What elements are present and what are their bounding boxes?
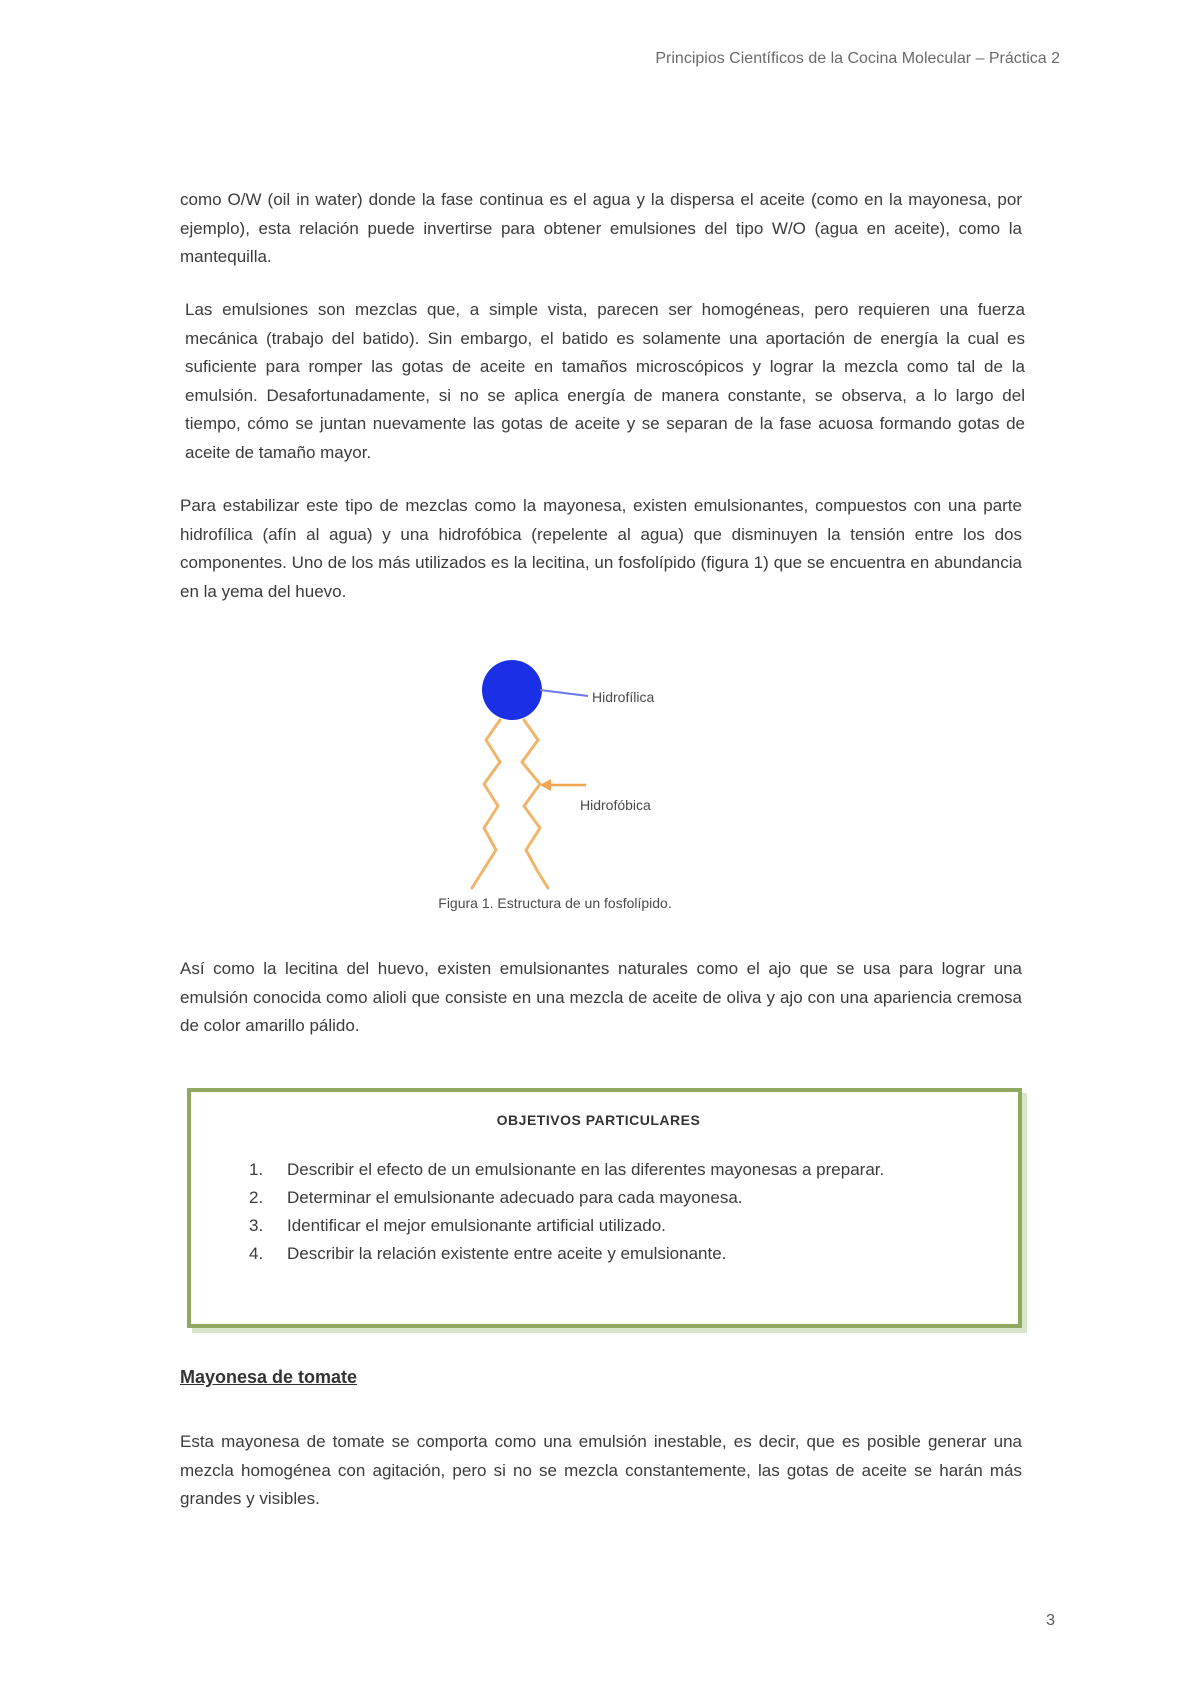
objective-number: 2. (249, 1188, 264, 1207)
body-paragraph: Así como la lecitina del huevo, existen emulsionantes naturales como el ajo que se usa para lograr una emulsión conocida como alioli que consiste en una mezcla de aceite de oliva y ajo con una apariencia cremosa de color amarillo pálido. (180, 959, 1022, 1035)
hydrophobic-tail-right (522, 720, 548, 888)
phospholipid-figure (400, 650, 720, 922)
page-number: 3 (1046, 1612, 1055, 1629)
hydrophobic-tail-left (472, 720, 500, 888)
objective-number: 1. (249, 1160, 264, 1179)
objective-number: 3. (249, 1216, 264, 1235)
running-header: Principios Científicos de la Cocina Molecular – Práctica 2 (655, 50, 1060, 67)
hydrophobic-label: Hidrofóbica (580, 797, 651, 813)
section-heading: Mayonesa de tomate (180, 1367, 358, 1387)
objective-text: Determinar el emulsionante adecuado para cada mayonesa. (287, 1188, 743, 1207)
objective-text: Identificar el mejor emulsionante artificial utilizado. (287, 1216, 666, 1235)
objective-item (249, 1156, 948, 1184)
objective-text: Describir la relación existente entre aceite y emulsionante. (287, 1244, 727, 1263)
body-paragraph: Para estabilizar este tipo de mezclas como la mayonesa, existen emulsionantes, compuestos con una parte hidrofílica (afín al agua) y una hidrofóbica (repelente al agua) que disminuyen la tensión entre los dos componentes. Uno de los más utilizados es la lecitina, un fosfolípido (figura 1) que se encuentra en abundancia en la yema del huevo. (180, 496, 1022, 601)
objective-item (249, 1240, 948, 1268)
figure-caption: Figura 1. Estructura de un fosfolípido. (438, 895, 672, 911)
body-paragraph: como O/W (oil in water) donde la fase continua es el agua y la dispersa el aceite (como en la mayonesa, por ejemplo), esta relación puede invertirse para obtener emulsiones del tipo W/O (agua en aceite), como la mantequilla. (180, 190, 1022, 266)
objective-item (249, 1184, 948, 1212)
hydrophilic-label: Hidrofílica (592, 689, 655, 705)
objectives-title: OBJETIVOS PARTICULARES (496, 1112, 701, 1128)
hydrophilic-head (482, 660, 542, 720)
objective-text: Describir el efecto de un emulsionante en las diferentes mayonesas a preparar. (287, 1160, 885, 1179)
body-paragraph: Esta mayonesa de tomate se comporta como una emulsión inestable, es decir, que es posible generar una mezcla homogénea con agitación, pero si no se mezcla constantemente, las gotas de aceite se harán más grandes y visibles. (180, 1432, 1022, 1508)
head-pointer-line (540, 690, 588, 696)
body-paragraph: Las emulsiones son mezclas que, a simple vista, parecen ser homogéneas, pero requieren una fuerza mecánica (trabajo del batido). Sin embargo, el batido es solamente una aportación de energía la cual es suficiente para romper las gotas de aceite en tamaños microscópicos y lograr la mezcla como tal de la emulsión. Desafortunadamente, si no se aplica energía de manera constante, se observa, a lo largo del tiempo, cómo se juntan nuevamente las gotas de aceite y se separan de la fase acuosa formando gotas de aceite de tamaño mayor. (185, 300, 1025, 462)
objective-item (249, 1212, 948, 1240)
objective-number: 4. (249, 1244, 264, 1263)
objectives-box (187, 1088, 1022, 1328)
tail-arrow-head (540, 779, 551, 791)
